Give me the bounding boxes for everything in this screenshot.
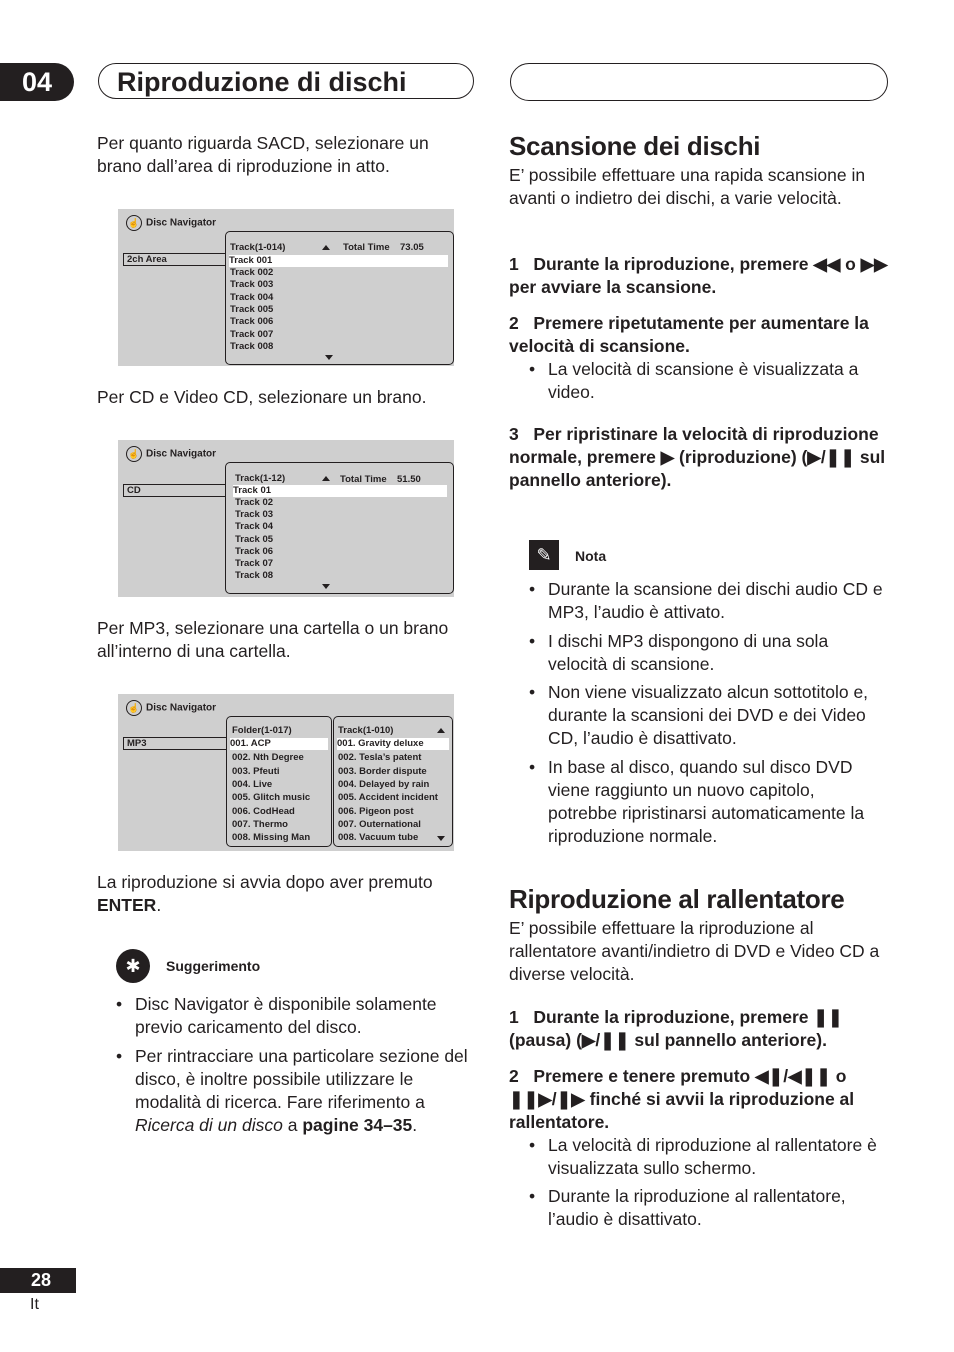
folder-list-panel [226, 716, 332, 847]
chapter-number: 04 [0, 63, 74, 101]
list-item[interactable]: Track 004 [230, 292, 274, 303]
list-item[interactable]: 005. Glitch music [232, 792, 311, 803]
list-item[interactable]: 004. Delayed by rain [338, 779, 430, 790]
list-item[interactable]: Track 05 [235, 534, 274, 545]
total-time-label: Total Time [343, 242, 390, 253]
chapter-title: Riproduzione di dischi [98, 63, 474, 99]
list-item[interactable]: Track 001 [229, 255, 448, 267]
list-item[interactable]: Track 06 [235, 546, 274, 557]
list-item[interactable]: 007. Thermo [232, 819, 288, 830]
list-item[interactable]: 001. ACP [230, 738, 328, 750]
scroll-up-icon[interactable] [322, 476, 330, 481]
enter-key: ENTER [97, 895, 157, 915]
tip-label: Suggerimento [166, 958, 261, 974]
list-item[interactable]: Track 01 [233, 485, 447, 497]
total-time-value: 51.50 [397, 474, 421, 485]
slow-step-1: 1 Durante la riproduzione, premere ❚❚ (pausa) (▶/❚❚ sul pannello anteriore). [509, 1007, 843, 1050]
list-item[interactable]: Track 007 [230, 329, 274, 340]
disc-icon: ☝ [126, 215, 142, 231]
list-item[interactable]: Track 005 [230, 304, 274, 315]
list-item[interactable]: 008. Vacuum tube [338, 832, 419, 843]
list-item[interactable]: 007. Outernational [338, 819, 421, 830]
list-item[interactable]: 004. Live [232, 779, 273, 790]
list-item[interactable]: 003. Border dispute [338, 766, 427, 777]
scroll-up-icon[interactable] [322, 245, 330, 250]
screen-title: ☝ Disc Navigator [126, 446, 216, 462]
area-label[interactable]: CD [123, 484, 227, 497]
list-header: Track(1-014) [230, 242, 286, 253]
track-list-panel [225, 231, 454, 365]
list-item[interactable]: Track 002 [230, 267, 274, 278]
list-item[interactable]: Track 02 [235, 497, 274, 508]
track-list-panel [333, 716, 453, 847]
scan-step-2: 2 Premere ripetutamente per aumentare la velocità di scansione. [509, 313, 869, 356]
area-label[interactable]: MP3 [123, 737, 230, 750]
list-item[interactable]: Track 07 [235, 558, 274, 569]
screen-title: ☝ Disc Navigator [126, 215, 216, 231]
header-pill [510, 63, 888, 101]
page-number: 28 [0, 1268, 76, 1293]
lightbulb-icon: ✱ [116, 949, 150, 983]
intro-mp3: Per MP3, selezionare una cartella o un brano all’interno di una cartella. [97, 618, 449, 661]
scroll-down-icon[interactable] [325, 355, 333, 360]
section-title-scan: Scansione dei dischi [509, 131, 761, 161]
total-time-value: 73.05 [400, 242, 424, 253]
list-item[interactable]: 002. Nth Degree [232, 752, 304, 763]
list-item[interactable]: Track 08 [235, 570, 274, 581]
section-title-slow: Riproduzione al rallentatore [509, 884, 845, 914]
list-header: Track(1-12) [235, 473, 286, 484]
list-item[interactable]: 001. Gravity deluxe [337, 738, 449, 750]
list-item[interactable]: Track 003 [230, 279, 274, 290]
list-item[interactable]: 003. Pfeuti [232, 766, 280, 777]
enter-instruction: La riproduzione si avvia dopo aver premuto ENTER. [97, 872, 433, 915]
disc-icon: ☝ [126, 700, 142, 716]
tip-pages: pagine 34–35 [302, 1115, 413, 1135]
list-item[interactable]: Track 04 [235, 521, 274, 532]
list-item[interactable]: Track 006 [230, 316, 274, 327]
slow-intro: E’ possibile effettuare la riproduzione al rallentatore avanti/indietro di DVD e Video CD a diverse velocità. [509, 918, 880, 984]
list-item[interactable]: 008. Missing Man [232, 832, 311, 843]
list-item[interactable]: 006. CodHead [232, 806, 295, 817]
scroll-down-icon[interactable] [322, 584, 330, 589]
disc-icon: ☝ [126, 446, 142, 462]
page-language: It [30, 1296, 39, 1313]
list-item[interactable]: 006. Pigeon post [338, 806, 414, 817]
folder-header: Folder(1-017) [232, 725, 292, 736]
slow-step-2: 2 Premere e tenere premuto ◀❚/◀❚❚ o ❚❚▶/❚▶ finché si avvii la riproduzione al rallentatore. [509, 1066, 855, 1132]
list-item[interactable]: 005. Accident incident [338, 792, 438, 803]
intro-cd: Per CD e Video CD, selezionare un brano. [97, 387, 427, 407]
scroll-up-icon[interactable] [437, 728, 445, 733]
list-item[interactable]: 002. Tesla’s patent [338, 752, 422, 763]
disc-navigator-screen-mp3 [118, 694, 454, 851]
tip-reference: Ricerca di un disco [135, 1115, 283, 1135]
track-list-panel [225, 462, 454, 594]
note-label: Nota [575, 548, 607, 564]
total-time-label: Total Time [340, 474, 387, 485]
scan-step-3: 3 Per ripristinare la velocità di riproduzione normale, premere ▶ (riproduzione) (▶/❚❚ sul pannello anteriore). [509, 424, 886, 490]
screen-title: ☝ Disc Navigator [126, 700, 216, 716]
disc-navigator-screen-cd [118, 440, 454, 597]
area-label[interactable]: 2ch Area [123, 253, 231, 266]
track-header: Track(1-010) [338, 725, 394, 736]
list-item[interactable]: Track 03 [235, 509, 274, 520]
pencil-icon: ✎ [529, 540, 559, 570]
disc-navigator-screen-sacd [118, 209, 454, 366]
scroll-down-icon[interactable] [437, 836, 445, 841]
scan-step-1: 1 Durante la riproduzione, premere ◀◀ o ▶▶ per avviare la scansione. [509, 254, 888, 297]
intro-sacd: Per quanto riguarda SACD, selezionare un brano dall’area di riproduzione in atto. [97, 133, 429, 176]
scan-intro: E’ possibile effettuare una rapida scansione in avanti o indietro dei dischi, a varie velocità. [509, 165, 866, 208]
list-item[interactable]: Track 008 [230, 341, 274, 352]
